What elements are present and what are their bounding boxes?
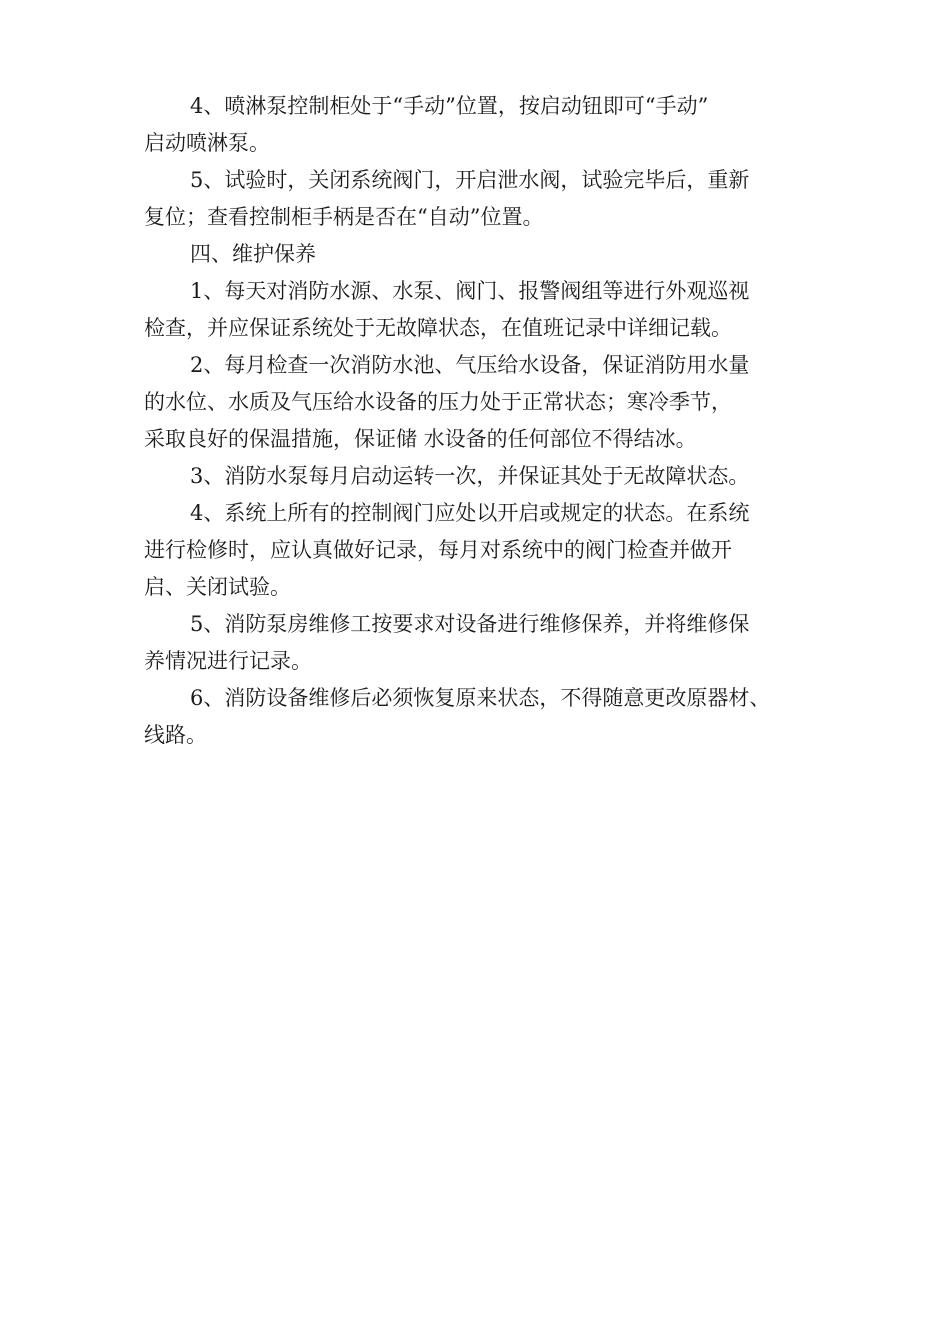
text-line: 5、消防泵房维修工按要求对设备进行维修保养，并将维修保 bbox=[190, 612, 750, 636]
document-body bbox=[144, 88, 814, 754]
text-line: 3、消防水泵每月启动运转一次，并保证其处于无故障状态。 bbox=[190, 464, 750, 488]
text-line: 线路。 bbox=[144, 723, 207, 747]
text-line: 复位；查看控制柜手柄是否在“自动”位置。 bbox=[144, 205, 544, 229]
text-line: 养情况进行记录。 bbox=[144, 649, 312, 673]
text-line: 进行检修时，应认真做好记录，每月对系统中的阀门检查并做开 bbox=[144, 538, 732, 562]
text-line: 的水位、水质及气压给水设备的压力处于正常状态；寒冷季节， bbox=[144, 390, 732, 414]
text-line: 启动喷淋泵。 bbox=[144, 131, 270, 155]
text-line: 6、消防设备维修后必须恢复原来状态，不得随意更改原器材、 bbox=[190, 686, 771, 710]
text-line: 1、每天对消防水源、水泵、阀门、报警阀组等进行外观巡视 bbox=[190, 279, 750, 303]
text-line: 4、喷淋泵控制柜处于“手动”位置，按启动钮即可“手动” bbox=[190, 94, 709, 118]
section-heading: 四、维护保养 bbox=[190, 242, 316, 266]
text-line: 检查，并应保证系统处于无故障状态，在值班记录中详细记载。 bbox=[144, 316, 732, 340]
text-line: 2、每月检查一次消防水池、气压给水设备，保证消防用水量 bbox=[190, 353, 750, 377]
text-line: 5、试验时，关闭系统阀门，开启泄水阀，试验完毕后，重新 bbox=[190, 168, 750, 192]
text-line: 启、关闭试验。 bbox=[144, 575, 291, 599]
text-line: 采取良好的保温措施，保证储 水设备的任何部位不得结冰。 bbox=[144, 427, 697, 451]
text-line: 4、系统上所有的控制阀门应处以开启或规定的状态。在系统 bbox=[190, 501, 750, 525]
